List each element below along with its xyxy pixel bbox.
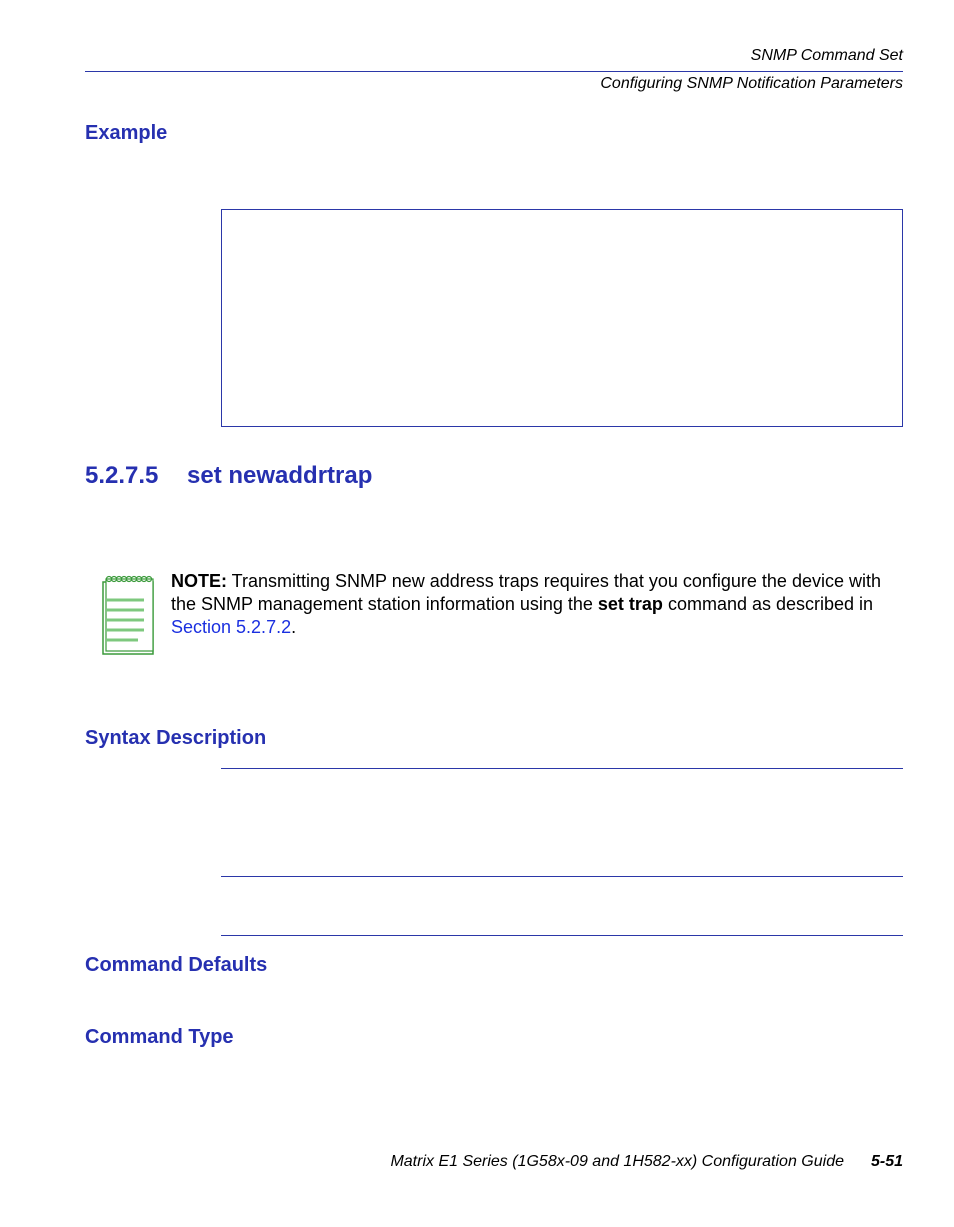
example-code-box <box>221 209 903 427</box>
command-type-heading: Command Type <box>85 1026 234 1048</box>
note-text: NOTE: Transmitting SNMP new address traps requires that you configure the device with the SNMP management station information using the set trap command as described in Section 5.2.7.2. <box>171 571 881 637</box>
section-number: 5.2.7.5 <box>85 462 159 489</box>
table-top-rule <box>221 768 903 769</box>
section-title: set newaddrtrap <box>187 462 373 489</box>
command-defaults-heading: Command Defaults <box>85 954 268 976</box>
syntax-description-heading: Syntax Description <box>85 727 267 749</box>
note-command: set trap <box>597 594 663 614</box>
footer-guide-title: Matrix E1 Series (1G58x-09 and 1H582-xx) Configuration Guide <box>390 1153 844 1170</box>
table-bottom-rule <box>221 935 903 936</box>
header-rule <box>85 71 903 72</box>
table-middle-rule <box>221 876 903 877</box>
example-heading: Example <box>85 122 168 144</box>
running-head-chapter: SNMP Command Set <box>750 47 903 64</box>
note-notepad-icon <box>100 574 156 656</box>
section-heading <box>85 462 372 490</box>
running-head-section: Configuring SNMP Notification Parameters <box>600 75 903 92</box>
section-link[interactable]: Section 5.2.7.2 <box>171 617 292 637</box>
footer-page-number: 5-51 <box>870 1153 903 1170</box>
note-label: NOTE: <box>171 571 227 591</box>
